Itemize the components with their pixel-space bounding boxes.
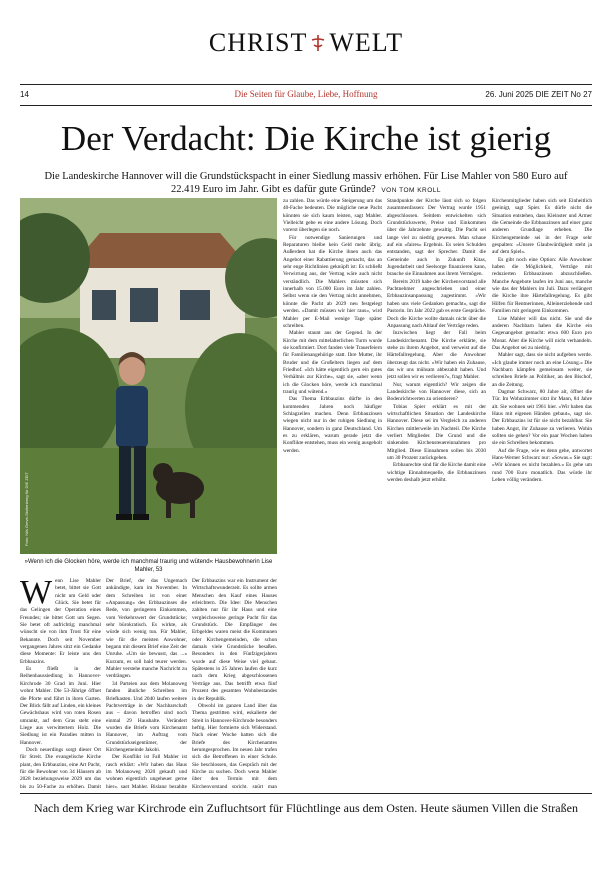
paragraph: Tobias Spier erklärt es mit der wirtschaftlichen Situation der Landeskirche Hannover. Diese sei im Vergleich zu anderen Kirchen mittlerweile im Nachteil. Die Kirche verliert Mitglieder. Die Grund und die sinkenden Kirchensteuereinnahmen pro Mitglied. Diese Einnahmen sollen bis 2030 um 30 Prozent zurückgehen. [387,403,486,462]
paragraph: Erbbaurechte sind für die Kirche damit eine wichtige Einnahmequelle, die Erbbauzinsen werden deshalb jetzt erhöht. [387,462,486,484]
column-1 [20,578,101,788]
paragraph: Das Thema Erbbauzins dürfte in den kommenden Jahren noch häufiger Schlagzeilen machen. Denn Erbbauzinsen wiegen nicht nur in der ruhigen Siedlung in Hannover, sondern in ganz Deutschland. Um es zu erklären, warum gerade jetzt die Konflikte entstehen, muss ein wenig ausgeholt werden. [283,396,382,454]
deck-text: Die Landeskirche Hannover will die Grundstückspacht in einer Siedlung massiv erhöhen. Für Lise Mahler von 580 Euro auf 22.419 Euro im Jahr. Gibt es dafür gute Gründe? [44,171,568,195]
column-4 [192,578,277,788]
paragraph: Lise Mahler will das nicht. Sie und die anderen Nachbarn haben die Kirche ein Gegenangebot gemacht: etwa 600 Euro pro Monat. Aber die Kirche will nicht verhandeln. Das Angebot sei zu niedrig. [492,315,592,351]
column-6 [492,198,592,788]
deck [40,170,572,197]
paragraph: Bereits 2019 habe der Kirchenvorstand alle Pachtnehmer angeschrieben und einer Erbbauzinsanpassung zugestimmt. »Wir haben uns viele Gedanken gemacht«, sagt die Pastorin. Im Jahr 2022 gab es erste Gespräche. Doch die Kirche wollte damals nicht über die Anpassung nach Ablauf der Verträge reden. [387,278,486,329]
paragraph: Standpunkte der Kirche lässt sich so folgen zusammenfassen: Der Vertrag wurde 1951 abgeschlossen. Seitdem entwickelten sich Grundstückswerte, Preise und Einkommen über die Jahrzehnte gewaltig. Die Pacht sei lange viel zu niedrig gewesen. Man schaue auf ein »faires« Ergebnis. Es seien Schulden entstanden, sagt der Sprecher. Damit die Gemeinde auch in Zukunft Kitas, Jugendarbeit und Seelsorge finanzieren kann, brauche sie Einnahmen aus ihrem Vermögen. [387,198,486,278]
paragraph: Nur, warum eigentlich? Wir zeigen die Landeskirche von Hannover diese, sich an Bodenrichtwerten zu orientieren? [387,381,486,403]
photo-caption: »Wenn ich die Glocken höre, werde ich manchmal traurig und wütend« Hausbewohnerin Lise Mahler, 53 [24,559,273,573]
topbar [20,90,592,104]
bottom-rule [20,793,592,794]
paragraph: Inzwischen liegt der Fall beim Landeskirchenamt. Die Kirche erklärte, sie stehe zu ihrem Angebot, und verweist auf die Härtefallregelung. Aber die Anwohner überzeugt das nicht. »Wir haben ein Zuhause, das wir uns mühsam abbezahlt haben. Und jetzt sollen wir es verlieren?«, fragt Mahler. [387,330,486,381]
paragraph: enn Lise Mahler betet, bittet sie Gott nicht um Geld oder Glück. Sie betet für das Gelingen der Operation eines Freundes; sie bittet Gott um Segen. Sie betet oft aufrichtig; manchmal wünscht sie von ihm Trost für eine Bekannte. Doch seit November vergangenen Jahres sitzt ein Gedanke diese Momente: Er leiste uns den Erbbauzins. [20,578,101,665]
column-5 [387,198,486,788]
pull-quote: Nach dem Krieg war Kirchrode ein Zufluchtsort für Flüchtlinge aus dem Osten. Heute säumen Villen die Straßen [34,801,578,815]
column-2 [106,578,187,788]
masthead [0,28,612,58]
paragraph: Mahler sagt, dass sie nicht aufgeben werde. »Ich glaube immer noch an eine Lösung.« Die Nachbarn kämpfen gemeinsam weiter, sie schreiben Briefe an Politiker, an den Bischof, an die Zeitung. [492,352,592,388]
paragraph: Auf die Frage, wie es denn gehe, antwortet Hans-Werner Schwarz nur: »Sowas.« Sie sagt: »Wir können es nicht bezahlen.« Es gehe um rund 700 Euro monatlich. Das würde ihr Leben völlig verändern. [492,447,592,484]
masthead-right: WELT [329,28,404,57]
paragraph: Obwohl im ganzen Land über das Thema gestritten wird, eskalierte der Streit in Hannover-Kirchrode besonders heftig. Hier formierte sich Widerstand. Nach einer Woche hatten sich die Briefe des Kirchenamtes herumgesprochen. Im neuen Jahr trafen sich die Betroffenen in einer Schule. Sie beschlossen, das Gespräch mit der Kirche zu suchen. Doch wenn Mahler über den Termin mit dem Kirchenvorstand spricht, spürt man [192,702,277,788]
byline: VON TOM KROLL [381,187,442,194]
page-number: 14 [20,90,29,99]
masthead-rule [20,84,592,85]
column-3 [283,198,382,788]
paragraph: Dagmar Schwarz, 80 Jahre alt, öffnet die Tür. Im Wohnzimmer sitzt ihr Mann, 84 Jahre alt. Sie wohnen seit 1961 hier. »Wir haben das Haus mit eigenen Händen gebaut«, sagt sie. Der Erbbauzins ist für sie nicht bezahlbar. Sie haben Angst, ihr Zuhause zu verlieren. Wohin sollten sie gehen? Vor ein paar Wochen haben sie ein Schreiben bekommen. [492,388,592,447]
masthead-left: CHRIST [208,28,308,57]
cross-ornament-icon [308,33,328,53]
paragraph: Der Brief, der das Ungemach ankündigte, kam im November. In dem Schreiben ist von einer »Anpassung« des Erbbauzinses die Rede, von geringeren Einkommen, vom Verkehrswert der Grundstücke; sehr bürokratisch. Es wirkte, als würde sich wenig tun. Für Mahler, wie für die meisten Anwohner, begann mit diesem Brief eine Zeit der Unruhe. »Um sie bewusst, das ...« Kurzum, es soll bald teurer werden. Mahler verstehe manche Nachricht zu verdrängen. [106,578,187,680]
masthead-logo [209,28,403,57]
photo-illustration [20,198,277,554]
paragraph: Es gibt noch eine Option: Alle Anwohner haben die Möglichkeit, Verträge mit reduzierten Erbbauzinsen abzuschließen. Manche Angebote laufen im Juni aus, manche wie das der Mahlers im Juli. Dazu verlängert die Kirche ihre Härtefallregelung. Es gibt Hilfen für Rentnerinnen, Alleinerziehende und Familien mit geringem Einkommen. [492,256,592,315]
paragraph: zu zahlen. Das würde eine Steigerung um das 40-Fache bedeuten. Die mögliche neue Pacht könnten sie sich kaum leisten, sagt Mahler. Vielleicht gebe es eine andere Lösung. Doch vorerst überlegen sie noch. [283,198,382,234]
dropcap: W [20,578,53,611]
paragraph: Es fließt in der Reihenhaussiedlung in Hannover-Kirchrode 30 Grad im Juni. Hier wohnt Mahler. Die 53-Jährige öffnet die Pforte und führt in ihren Garten. Der Blick fällt auf Linden, ein kleines Gewächshaus wird von roten Rosen umrankt, auf dem Gras steht eine Liege aus verwittertem Holz. Die Siedlung ist ein Paradies mitten in Hannover. [20,666,101,746]
paragraph: Doch neuerdings sorgt dieser Ort für Streit. Die evangelische Kirche plant, den Erbbauzins, eine Art Pacht, für die Bewohner von 34 Häusern ab 2028 beziehungsweise 2029 um das bis zu 50-Fache zu erhöhen. Damit [20,746,101,788]
paragraph: Für notwendige Sanierungen und Reparaturen bleibe kein Geld mehr übrig. Außerdem hat die Kirche ihnen auch das Angebot einer Rabattierung gemacht, das an sehr enge Richtlinien geknüpft ist: Es schließt Verwirrung aus, der Vertrag wäre auch nicht verständlich. Die Mahlers müssten sich innerhalb von 15.000 Euro im Jahr zahlen. Selbst wenn sie den Vertrag nicht annehmen, könnte die Pacht ab 2029 neu festgelegt werden. »Damit müssen wir hier raus«, wird Mahler per E-Mail wenige Tage später schreiben. [283,234,382,329]
article-photo [20,198,277,554]
paragraph: Kirchenmitglieder haben sich seit Einheitlich geeinigt, sagt Spier. Es dürfe nicht die Situation entstehen, dass Kleinster und Armer die Gemeinde die Erbbauzinsen auf einer ganz anderen Grundlage erheben. Die Kirchengemeinde sei in der Frage sehr gespalten: »Unsere Glaubwürdigkeit steht ja auf dem Spiel«. [492,198,592,256]
section-tagline: Die Seiten für Glaube, Liebe, Hoffnung [234,89,378,99]
paragraph: Der Konflikt ist Fall Mahler ist rasch erklärt: »Wir haben das Haus im Molanoweg 2020 gekauft und wohnen eigentlich ungeheuer gerne hier«, sagt Mahler. Bislang bezahlte [106,754,187,788]
paragraph: 34 Parteien aus dem Molanoweg fanden ähnliche Schreiben im Briefkasten. Und 2040 laufen weitere Pachtverträge in der Nachbarschaft aus – davon betroffen sind noch einmal 29 Haushalte. Verändert wurden die Briefe vom Kirchenamt Hannover, im Auftrag vom Grundstückseigentümer, der Kirchengemeinde Jakobi. [106,680,187,753]
dateline: 26. Juni 2025 DIE ZEIT No 27 [485,90,592,99]
photo-credit: Foto: Nils Greve-Stoltenberg für DIE ZEIT [24,471,29,546]
paragraph: Der Erbbauzins war ein Instrument der Wirtschaftswunderzeit. Es sollte armen Menschen den Kauf eines Hauses erleichtern. Die Idee: Die Menschen zahlten nur für ihr Haus und eine vergleichsweise geringe Pacht für das Grundstück. Die Empfänger des Erbgeldes waren meist die Kommunen oder Kirchengemeinden, die schon damals viele Grundstücke besaßen. Besonders in den Fünfzigerjahren wurde auf diese Weise viel gebaut. Spätestens in 25 Jahren laufen die kurz nach dem Krieg abgeschlossenen Verträge aus. Das betrifft etwa fünf Prozent des gesamten Wohnbestandes in der Republik. [192,578,277,702]
paragraph: Mahler staunt aus der Gegend. In der Kirche mit dem mittelalterlichen Turm wurde sie konfirmiert. Dort fanden viele Trauerfeiern für Familienangehörige statt. Ihre Mutter, ihr Bruder und die Großeltern liegen auf dem Friedhof. »Ich hätte eigentlich gern ein gutes Verhältnis zur Kirche«, sagt sie, »aber wenn ich die Glocken höre, werde ich manchmal traurig und wütend.« [283,330,382,395]
headline: Der Verdacht: Die Kirche ist gierig [60,119,552,158]
topbar-rule [20,105,592,106]
